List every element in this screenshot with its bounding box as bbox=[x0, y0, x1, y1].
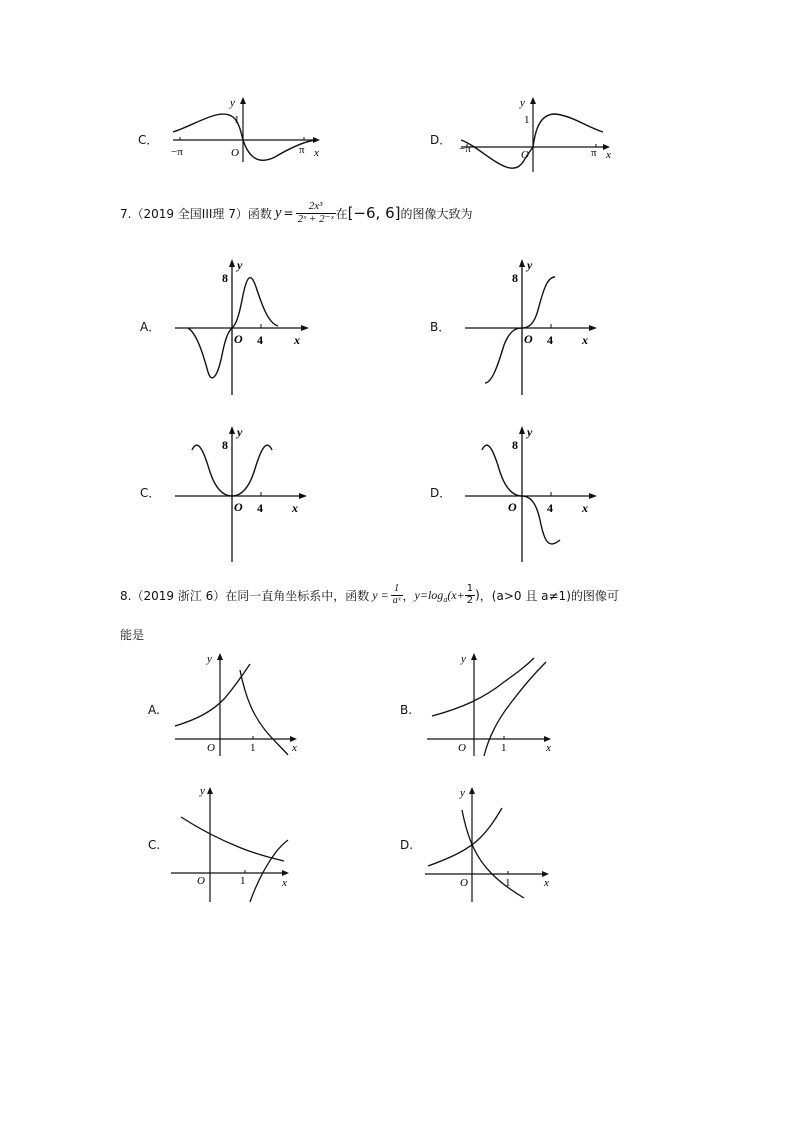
y-axis-arrow bbox=[530, 97, 536, 104]
q7-mid: 在 bbox=[335, 206, 348, 221]
q6-option-d-label[interactable]: D． bbox=[430, 133, 452, 147]
q7-graph-a bbox=[170, 255, 315, 400]
q7-question bbox=[120, 196, 473, 230]
q8-func1-lhs: y = bbox=[372, 587, 389, 602]
curve-exp bbox=[428, 808, 502, 866]
origin-label: O bbox=[458, 742, 466, 754]
y-label: y bbox=[520, 97, 525, 109]
q7-option-b-label[interactable]: B． bbox=[430, 320, 451, 334]
q8-sep: ， bbox=[402, 588, 415, 603]
y-label: y bbox=[200, 785, 205, 797]
x-axis-arrow bbox=[301, 325, 309, 331]
y-label: y bbox=[527, 258, 533, 272]
curve-exp bbox=[432, 658, 534, 716]
q8-func2-frac-num: 1 bbox=[466, 583, 474, 594]
curve bbox=[485, 277, 555, 383]
y-axis-arrow bbox=[469, 787, 475, 794]
x-label: x bbox=[314, 147, 319, 159]
x-label: x bbox=[582, 333, 588, 347]
y-axis-arrow bbox=[229, 259, 235, 267]
y-axis-arrow bbox=[471, 653, 477, 660]
x-label: x bbox=[606, 149, 611, 161]
q8-graph-d bbox=[420, 780, 560, 905]
q7-option-d-label[interactable]: D． bbox=[430, 486, 452, 500]
q8-option-c-label[interactable]: C. bbox=[148, 838, 161, 852]
curve-exp bbox=[175, 664, 250, 726]
q8-func2-lhs: y=log bbox=[414, 587, 444, 602]
tick-4-label: 4 bbox=[547, 333, 553, 347]
q8-line2: 能是 bbox=[120, 628, 145, 642]
q8-prefix: 8.（2019 浙江 6）在同一直角坐标系中，函数 bbox=[120, 588, 370, 603]
y-label: y bbox=[461, 653, 466, 665]
q8-graph-b bbox=[422, 648, 562, 760]
curve-log bbox=[462, 810, 524, 898]
origin-label: O bbox=[197, 875, 205, 887]
q7-prefix: 7.（2019 全国III理 7）函数 bbox=[120, 206, 272, 221]
origin-label: O bbox=[234, 500, 243, 514]
q8-func1-fraction bbox=[391, 584, 403, 606]
x-label: x bbox=[292, 742, 297, 754]
x-label: x bbox=[546, 742, 551, 754]
origin-label: O bbox=[207, 742, 215, 754]
q7-func-y: y bbox=[274, 204, 282, 221]
neg-pi-label: −π bbox=[459, 143, 471, 155]
q8-func2-close: ) bbox=[475, 588, 480, 602]
q8-option-b-label[interactable]: B. bbox=[400, 703, 413, 717]
q7-graph-d bbox=[460, 422, 605, 567]
q7-fraction bbox=[296, 201, 336, 225]
tick-4-label: 4 bbox=[257, 501, 263, 515]
tick-4-label: 4 bbox=[547, 501, 553, 515]
q8-func1-den: aˣ bbox=[392, 594, 401, 606]
q8-func2-open: (x+ bbox=[447, 587, 465, 602]
q8-func1-num: 1 bbox=[391, 584, 403, 596]
tick-one-label: 1 bbox=[501, 742, 507, 754]
curve bbox=[173, 114, 315, 160]
x-axis-arrow bbox=[282, 870, 289, 876]
y-label: y bbox=[527, 425, 533, 439]
tick-8-label: 8 bbox=[512, 438, 518, 452]
y-label: y bbox=[207, 653, 212, 665]
q7-interval: [−6, 6] bbox=[347, 204, 401, 222]
origin-label: O bbox=[508, 500, 517, 514]
tick-8-label: 8 bbox=[512, 271, 518, 285]
q8-option-d-label[interactable]: D. bbox=[400, 838, 414, 852]
x-label: x bbox=[582, 501, 588, 515]
origin-label: O bbox=[231, 147, 239, 159]
tick-one-label: 1 bbox=[234, 114, 240, 126]
q7-graph-c bbox=[170, 422, 315, 567]
tick-one-label: 1 bbox=[250, 742, 256, 754]
y-axis-arrow bbox=[519, 259, 525, 267]
y-axis-arrow bbox=[207, 787, 213, 794]
q8-func2-fraction bbox=[465, 584, 475, 606]
q6-graph-c bbox=[165, 92, 330, 164]
tick-8-label: 8 bbox=[222, 438, 228, 452]
origin-label: O bbox=[524, 332, 533, 346]
tick-one-label: 1 bbox=[505, 877, 511, 889]
x-label: x bbox=[294, 333, 300, 347]
y-axis-arrow bbox=[240, 97, 246, 104]
curve bbox=[482, 445, 560, 544]
q8-graph-c bbox=[166, 780, 301, 905]
q7-numerator: 2x³ bbox=[296, 201, 336, 214]
tick-8-label: 8 bbox=[222, 271, 228, 285]
y-axis-arrow bbox=[229, 426, 235, 434]
y-axis-arrow bbox=[519, 426, 525, 434]
q7-suffix: 的图像大致为 bbox=[400, 206, 473, 221]
y-label: y bbox=[237, 425, 243, 439]
tick-one-label: 1 bbox=[240, 875, 246, 887]
origin-label: O bbox=[521, 149, 529, 161]
q8-condition: ，(a>0 且 a≠1)的图像可 bbox=[479, 588, 619, 603]
x-axis-arrow bbox=[589, 493, 597, 499]
tick-4-label: 4 bbox=[257, 333, 263, 347]
curve bbox=[461, 114, 603, 168]
q8-func2-frac-den: 2 bbox=[466, 594, 474, 606]
y-label: y bbox=[230, 97, 235, 109]
curve-log bbox=[240, 670, 288, 755]
pi-label: π bbox=[299, 144, 305, 156]
q7-eq: = bbox=[283, 206, 294, 220]
q8-question bbox=[120, 578, 619, 612]
origin-label: O bbox=[234, 332, 243, 346]
y-label: y bbox=[237, 258, 243, 272]
q6-graph-d bbox=[455, 92, 620, 174]
y-label: y bbox=[460, 787, 465, 799]
x-axis-arrow bbox=[299, 493, 307, 499]
curve-exp bbox=[181, 817, 284, 861]
x-axis-arrow bbox=[589, 325, 597, 331]
x-label: x bbox=[544, 877, 549, 889]
y-axis-arrow bbox=[217, 653, 223, 660]
q8-graph-a bbox=[170, 648, 305, 760]
x-label: x bbox=[282, 877, 287, 889]
neg-pi-label: −π bbox=[171, 146, 183, 158]
q7-option-c-label[interactable]: C． bbox=[140, 486, 161, 500]
pi-label: π bbox=[591, 147, 597, 159]
x-label: x bbox=[292, 501, 298, 515]
q7-option-a-label[interactable]: A． bbox=[140, 320, 161, 334]
q7-graph-b bbox=[460, 255, 605, 400]
q7-denominator: 2ˣ + 2⁻ˣ bbox=[297, 212, 334, 225]
q8-func2-base: a bbox=[443, 595, 448, 604]
curve-log bbox=[484, 662, 546, 756]
tick-one-label: 1 bbox=[524, 114, 530, 126]
q8-option-a-label[interactable]: A. bbox=[148, 703, 160, 717]
q6-option-c-label[interactable]: C． bbox=[138, 133, 159, 147]
origin-label: O bbox=[460, 877, 468, 889]
